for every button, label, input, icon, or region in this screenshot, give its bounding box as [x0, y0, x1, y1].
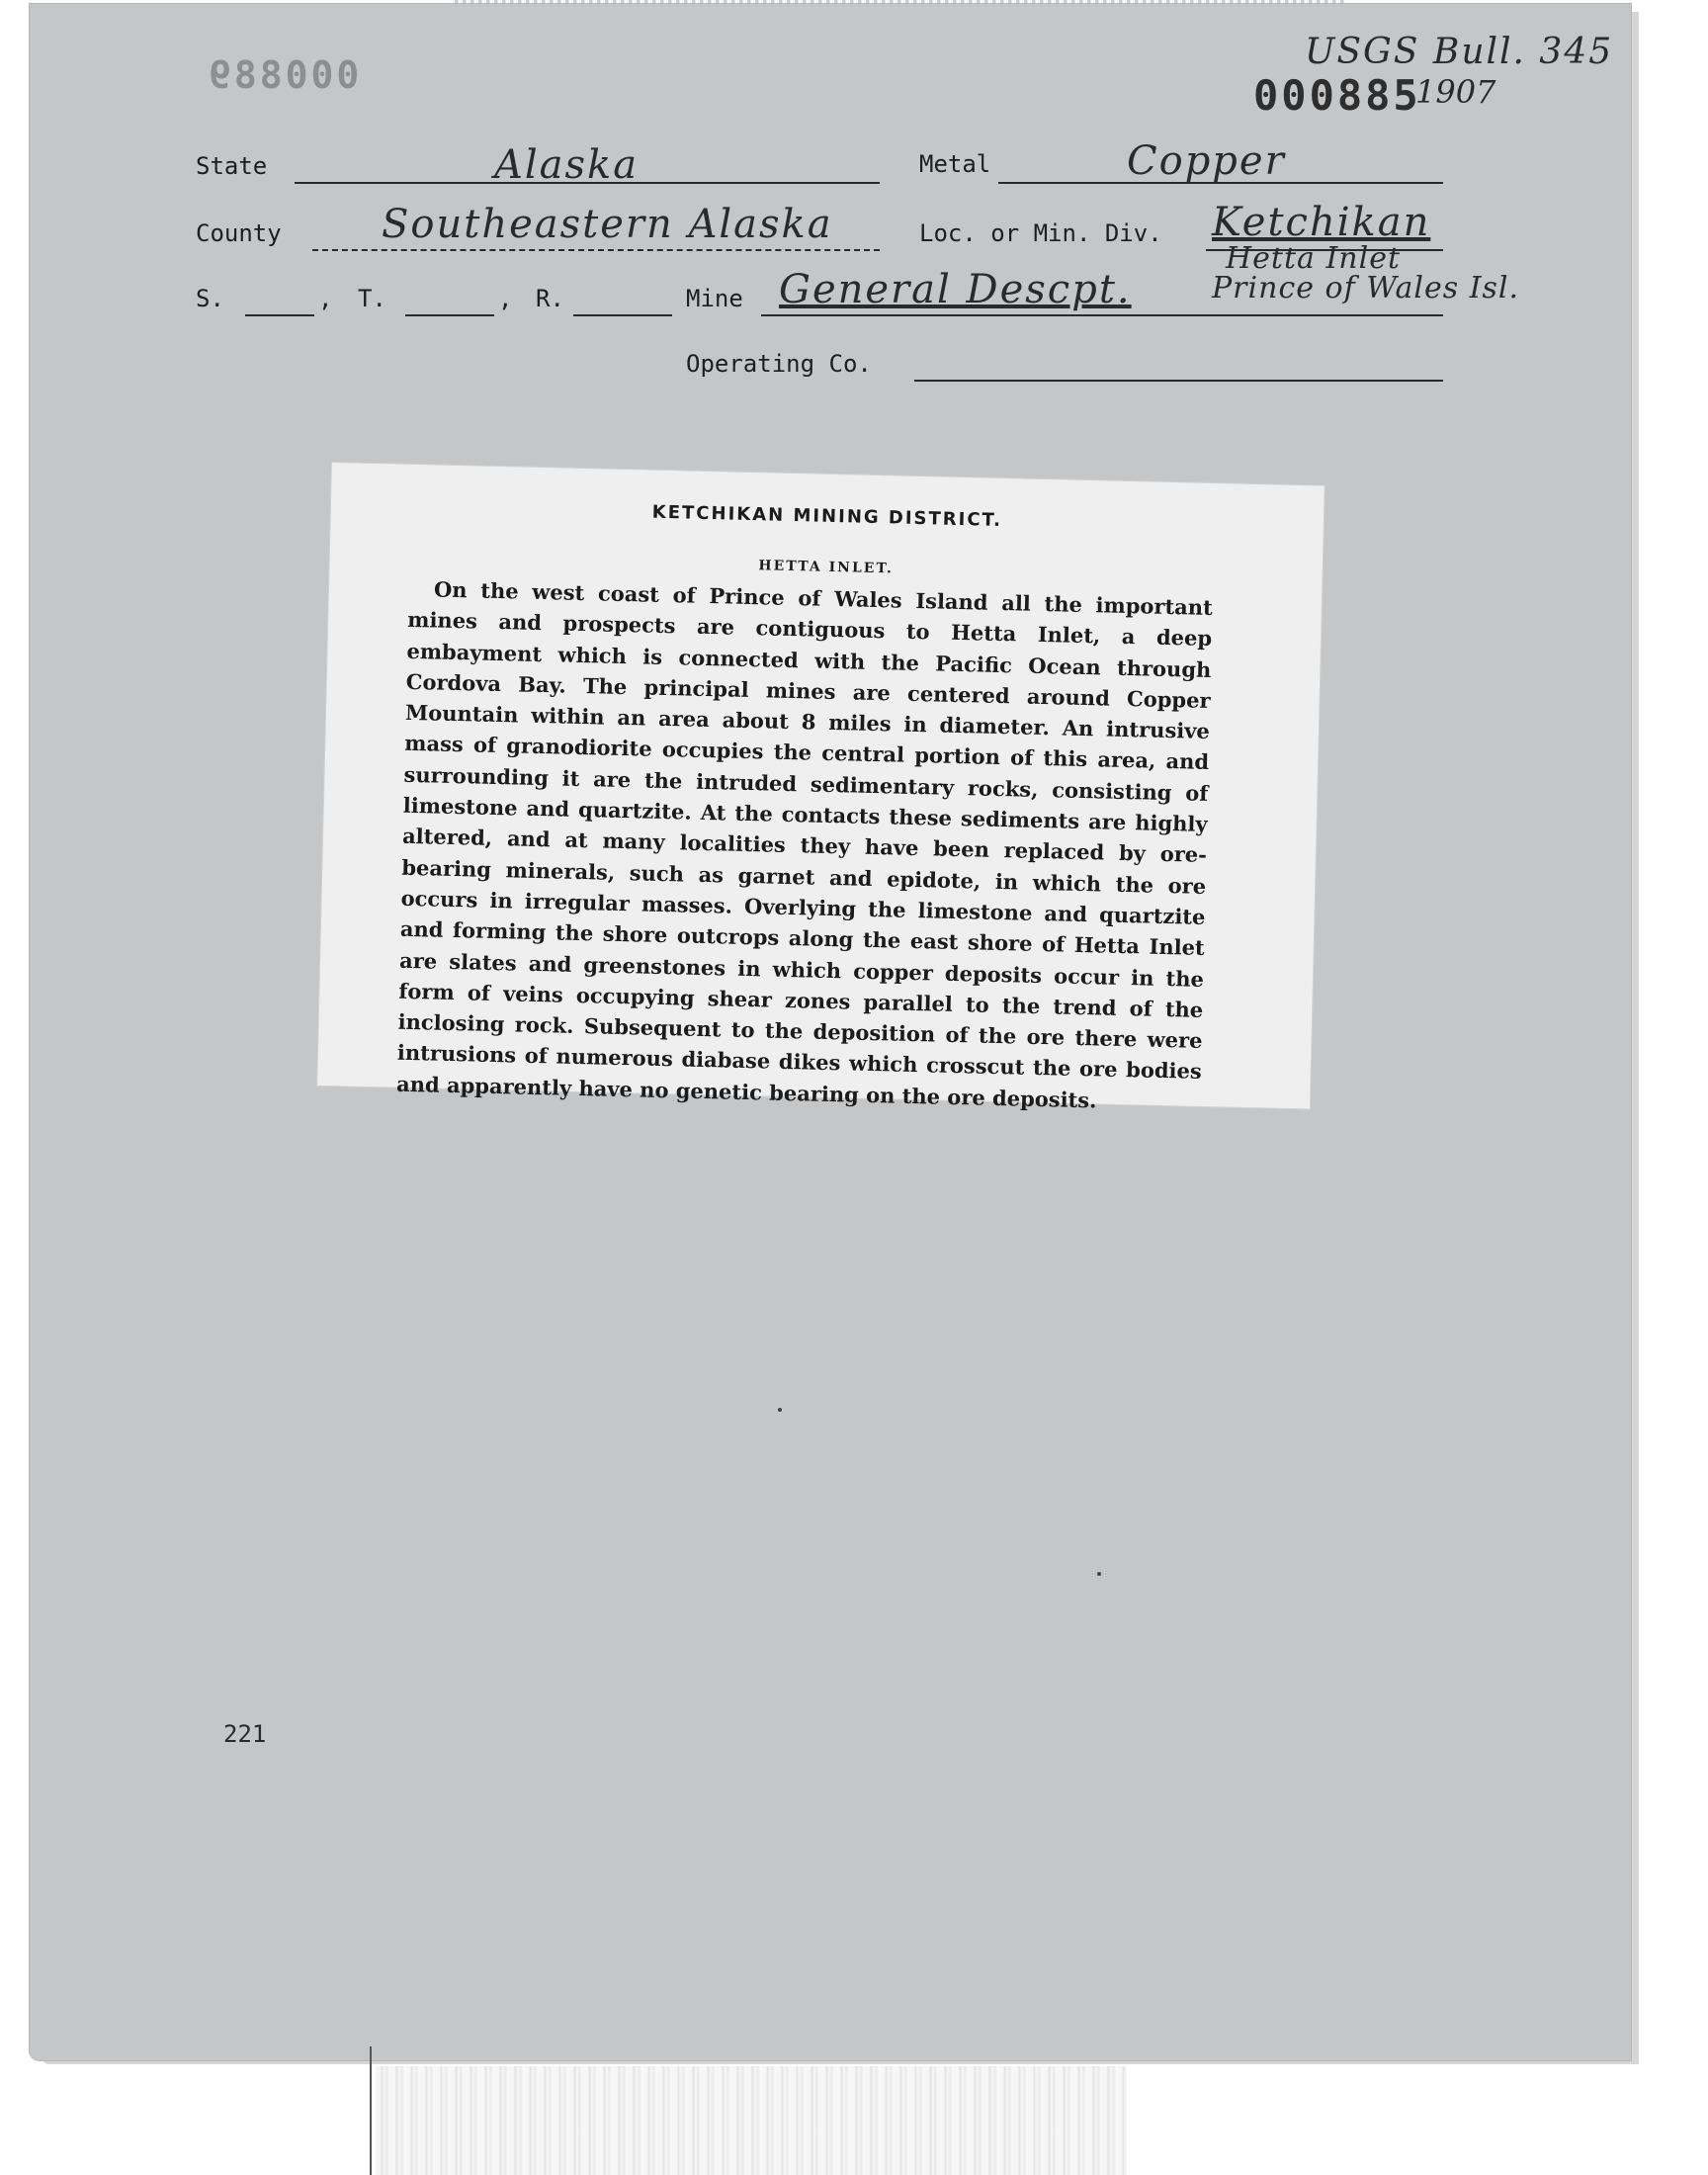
state-label: State	[196, 152, 268, 180]
state-value: Alaska	[494, 142, 640, 188]
division-label: Loc. or Min. Div.	[919, 219, 1162, 247]
speck	[778, 1408, 782, 1412]
county-value: Southeastern Alaska	[382, 202, 833, 247]
operating-line	[914, 380, 1443, 382]
scan-artifact-top	[455, 0, 1344, 3]
comma-1: ,	[318, 285, 333, 312]
mine-value: General Descpt.	[779, 267, 1132, 312]
clipping-paragraph: On the west coast of Prince of Wales Island all the important mines and prospects are contiguous to Hetta Inlet, a deep embayment which is connected with the Pacific Ocean through Cordova Bay. The principal mines are centered around Copper Mountain within an area about 8 miles in diameter. An intrusive mass of granodiorite occupies the central portion of this area, and surrounding it are the intruded sedimentary rocks, consisting of limestone and quartzite. At the contacts these sediments are highly altered, and at many localities they have been replaced by ore-bearing minerals, such as garnet and epidote, in which the ore occurs in irregular masses. Overlying the limestone and quartzite and forming the shore outcrops along the east shore of Hetta Inlet are slates and greenstones in which copper deposits occur in the form of veins occupying shear zones parallel to the trend of the inclosing rock. Subsequent to the deposition of the ore there were intrusions of numerous diabase dikes which crosscut the ore bodies and apparently have no genetic bearing on the ore deposits.	[395, 576, 1214, 1113]
county-line	[312, 249, 880, 251]
ghost-stamp-number: 000889	[206, 53, 360, 97]
clipping-heading: KETCHIKAN MINING DISTRICT.	[651, 501, 1003, 531]
range-label: R.	[536, 285, 564, 312]
year-annotation: 1907	[1415, 73, 1496, 111]
county-label: County	[196, 219, 282, 247]
page-number: 221	[223, 1720, 267, 1748]
section-label: S.	[196, 285, 224, 312]
comma-2: ,	[498, 285, 513, 312]
township-line	[405, 314, 494, 316]
division-note-hetta: Hetta Inlet	[1226, 241, 1402, 276]
metal-value: Copper	[1127, 138, 1286, 184]
township-label: T.	[358, 285, 386, 312]
division-value: Ketchikan	[1212, 200, 1431, 245]
section-line	[245, 314, 314, 316]
scan-artifact-edge	[370, 2046, 372, 2175]
operating-label: Operating Co.	[686, 350, 872, 378]
scan-artifact-strip	[376, 2066, 1127, 2175]
range-line	[573, 314, 672, 316]
clipping-body	[396, 573, 1213, 1118]
mine-label: Mine	[686, 285, 743, 312]
document-number-stamp: 000885	[1253, 71, 1421, 120]
newspaper-clipping	[317, 463, 1324, 1113]
division-note-prince: Prince of Wales Isl.	[1212, 271, 1520, 305]
speck	[1097, 1572, 1101, 1576]
source-annotation: USGS Bull. 345	[1305, 32, 1614, 72]
metal-label: Metal	[919, 150, 991, 178]
mine-line	[761, 314, 1443, 316]
clipping-subheading: HETTA INLET.	[758, 558, 895, 577]
